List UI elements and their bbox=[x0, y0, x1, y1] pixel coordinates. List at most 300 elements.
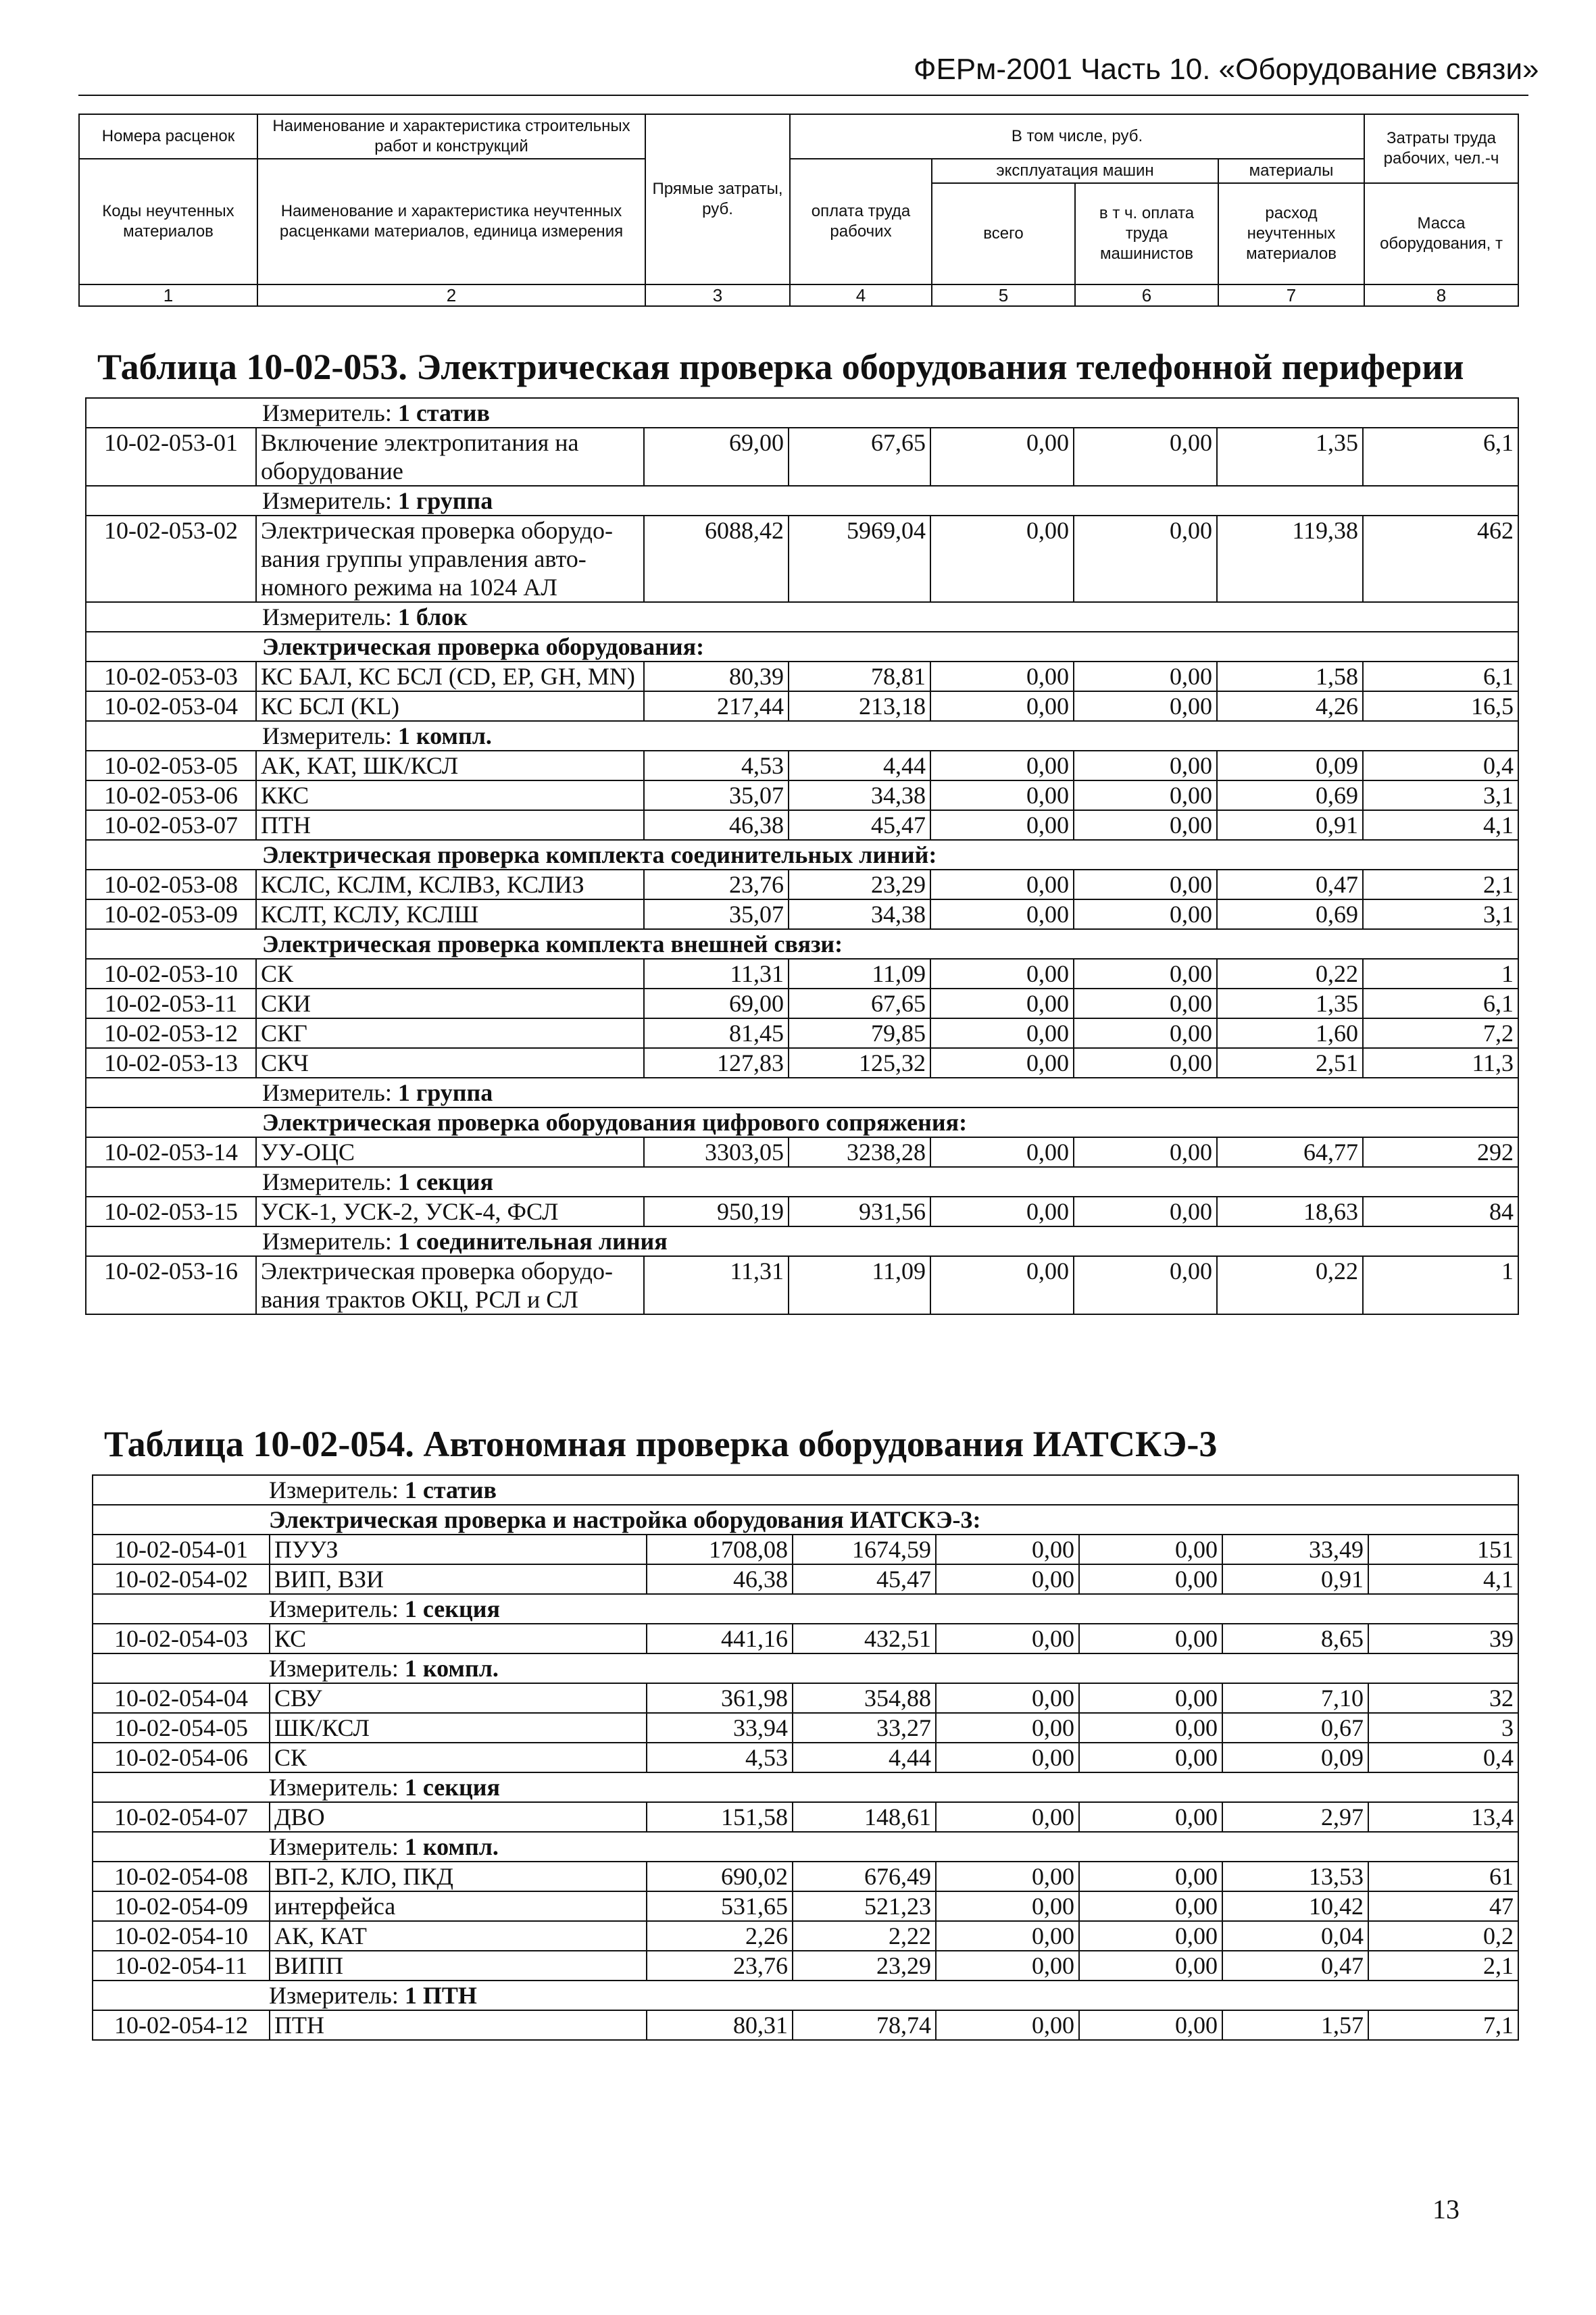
value-cell: 0,09 bbox=[1217, 751, 1363, 780]
value-cell: 0,00 bbox=[930, 516, 1074, 602]
value-cell: 81,45 bbox=[644, 1018, 789, 1048]
incl-header: В том числе, руб. bbox=[790, 114, 1364, 159]
value-cell: 4,53 bbox=[644, 751, 789, 780]
value-cell: 0,00 bbox=[936, 1921, 1079, 1951]
work-name: ДВО bbox=[270, 1802, 647, 1832]
col3-header: Прямые затраты, руб. bbox=[645, 114, 790, 284]
value-cell: 0,00 bbox=[1074, 516, 1217, 602]
value-cell: 3303,05 bbox=[644, 1137, 789, 1167]
value-cell: 10,42 bbox=[1222, 1891, 1368, 1921]
work-name: АК, КАТ bbox=[270, 1921, 647, 1951]
unit-prefix: Измеритель: bbox=[269, 1833, 405, 1860]
unit-value: 1 секция bbox=[397, 1168, 493, 1195]
value-cell: 0,00 bbox=[930, 1018, 1074, 1048]
work-name: УУ-ОЦС bbox=[256, 1137, 644, 1167]
value-cell: 1,60 bbox=[1217, 1018, 1363, 1048]
unit-value: 1 компл. bbox=[397, 722, 492, 749]
group-row bbox=[86, 929, 1518, 959]
value-cell: 23,29 bbox=[789, 870, 930, 899]
value-cell: 4,44 bbox=[789, 751, 930, 780]
table-053 bbox=[85, 397, 1519, 1315]
value-cell: 0,00 bbox=[930, 810, 1074, 840]
col8-bottom-header: Масса оборудования, т bbox=[1364, 183, 1518, 284]
materials-header: материалы bbox=[1218, 159, 1364, 183]
unit-cell bbox=[86, 1226, 1518, 1256]
work-name: СК bbox=[256, 959, 644, 989]
value-cell: 84 bbox=[1363, 1197, 1518, 1226]
value-cell: 11,09 bbox=[789, 1256, 930, 1314]
unit-value: 1 секция bbox=[404, 1774, 500, 1801]
table-row bbox=[86, 959, 1518, 989]
work-name: ВИП, ВЗИ bbox=[270, 1564, 647, 1594]
value-cell: 61 bbox=[1368, 1862, 1518, 1891]
table-row bbox=[86, 1256, 1518, 1314]
unit-value: 1 статив bbox=[404, 1476, 497, 1503]
work-name: интерфейса bbox=[270, 1891, 647, 1921]
value-cell: 46,38 bbox=[647, 1564, 793, 1594]
value-cell: 64,77 bbox=[1217, 1137, 1363, 1167]
value-cell: 0,00 bbox=[930, 870, 1074, 899]
unit-value: 1 группа bbox=[397, 1079, 493, 1106]
table-row bbox=[86, 989, 1518, 1018]
unit-row bbox=[86, 721, 1518, 751]
rate-code: 10-02-053-09 bbox=[86, 899, 256, 929]
value-cell: 11,3 bbox=[1363, 1048, 1518, 1078]
column-number-cell: 5 bbox=[932, 284, 1075, 306]
group-row bbox=[86, 632, 1518, 662]
value-cell: 32 bbox=[1368, 1683, 1518, 1713]
value-cell: 33,27 bbox=[793, 1713, 936, 1743]
column-number-cell: 6 bbox=[1075, 284, 1218, 306]
unit-value: 1 соединительная линия bbox=[397, 1228, 668, 1255]
value-cell: 0,00 bbox=[936, 1891, 1079, 1921]
work-name: КС БАЛ, КС БСЛ (CD, EP, GH, MN) bbox=[256, 662, 644, 691]
value-cell: 0,00 bbox=[1074, 662, 1217, 691]
work-name: ВИПП bbox=[270, 1951, 647, 1981]
value-cell: 0,00 bbox=[930, 1048, 1074, 1078]
value-cell: 1,35 bbox=[1217, 428, 1363, 486]
value-cell: 0,00 bbox=[936, 1683, 1079, 1713]
rate-code: 10-02-054-12 bbox=[93, 2010, 270, 2040]
value-cell: 47 bbox=[1368, 1891, 1518, 1921]
column-number-cell: 4 bbox=[790, 284, 932, 306]
work-name: СКИ bbox=[256, 989, 644, 1018]
group-heading: Электрическая проверка оборудования цифрового сопряжения: bbox=[86, 1107, 1518, 1137]
rate-code: 10-02-053-16 bbox=[86, 1256, 256, 1314]
work-name: КС БСЛ (KL) bbox=[256, 691, 644, 721]
value-cell: 0,00 bbox=[930, 780, 1074, 810]
value-cell: 78,74 bbox=[793, 2010, 936, 2040]
value-cell: 0,00 bbox=[930, 1256, 1074, 1314]
value-cell: 432,51 bbox=[793, 1624, 936, 1653]
value-cell: 0,00 bbox=[1074, 810, 1217, 840]
value-cell: 16,5 bbox=[1363, 691, 1518, 721]
machines-header: эксплуатация машин bbox=[932, 159, 1218, 183]
value-cell: 80,31 bbox=[647, 2010, 793, 2040]
table-row bbox=[86, 780, 1518, 810]
value-cell: 79,85 bbox=[789, 1018, 930, 1048]
unit-row bbox=[86, 1226, 1518, 1256]
value-cell: 0,00 bbox=[936, 1802, 1079, 1832]
table-row bbox=[93, 1713, 1518, 1743]
work-name: Включение электропитания на оборудование bbox=[256, 428, 644, 486]
unit-value: 1 статив bbox=[397, 399, 490, 426]
page-number: 13 bbox=[1432, 2194, 1460, 2224]
work-name: Электрическая проверка оборудо-вания трактов ОКЦ, РСЛ и СЛ bbox=[256, 1256, 644, 1314]
value-cell: 292 bbox=[1363, 1137, 1518, 1167]
table-row bbox=[93, 1802, 1518, 1832]
value-cell: 0,00 bbox=[930, 751, 1074, 780]
value-cell: 3 bbox=[1368, 1713, 1518, 1743]
value-cell: 0,00 bbox=[1074, 780, 1217, 810]
value-cell: 0,00 bbox=[1079, 1802, 1222, 1832]
unit-cell bbox=[93, 1832, 1518, 1862]
value-cell: 5969,04 bbox=[789, 516, 930, 602]
unit-cell bbox=[93, 1594, 1518, 1624]
unit-cell bbox=[86, 398, 1518, 428]
work-name: ПТН bbox=[256, 810, 644, 840]
rate-code: 10-02-054-04 bbox=[93, 1683, 270, 1713]
value-cell: 11,31 bbox=[644, 1256, 789, 1314]
value-cell: 33,49 bbox=[1222, 1535, 1368, 1564]
rate-code: 10-02-054-09 bbox=[93, 1891, 270, 1921]
value-cell: 0,00 bbox=[936, 1535, 1079, 1564]
unit-row bbox=[93, 1594, 1518, 1624]
table-row bbox=[86, 899, 1518, 929]
value-cell: 46,38 bbox=[644, 810, 789, 840]
rate-code: 10-02-054-03 bbox=[93, 1624, 270, 1653]
table-row bbox=[93, 1921, 1518, 1951]
value-cell: 1708,08 bbox=[647, 1535, 793, 1564]
value-cell: 4,1 bbox=[1368, 1564, 1518, 1594]
col1-bottom-header: Коды неучтенных материалов bbox=[79, 159, 257, 284]
value-cell: 0,00 bbox=[1079, 1624, 1222, 1653]
unit-cell bbox=[86, 721, 1518, 751]
unit-value: 1 группа bbox=[397, 487, 493, 514]
value-cell: 3,1 bbox=[1363, 780, 1518, 810]
table-row bbox=[93, 1743, 1518, 1772]
value-cell: 0,69 bbox=[1217, 780, 1363, 810]
value-cell: 34,38 bbox=[789, 780, 930, 810]
header-rule bbox=[78, 95, 1528, 96]
rate-code: 10-02-053-11 bbox=[86, 989, 256, 1018]
value-cell: 0,00 bbox=[936, 1713, 1079, 1743]
work-name: ККС bbox=[256, 780, 644, 810]
value-cell: 1 bbox=[1363, 959, 1518, 989]
value-cell: 0,4 bbox=[1363, 751, 1518, 780]
value-cell: 23,76 bbox=[647, 1951, 793, 1981]
table-row bbox=[93, 1683, 1518, 1713]
value-cell: 690,02 bbox=[647, 1862, 793, 1891]
value-cell: 0,2 bbox=[1368, 1921, 1518, 1951]
rate-code: 10-02-053-12 bbox=[86, 1018, 256, 1048]
unit-row bbox=[86, 602, 1518, 632]
rate-code: 10-02-053-01 bbox=[86, 428, 256, 486]
rate-code: 10-02-054-02 bbox=[93, 1564, 270, 1594]
value-cell: 0,00 bbox=[936, 1862, 1079, 1891]
unit-value: 1 блок bbox=[397, 603, 468, 630]
value-cell: 13,4 bbox=[1368, 1802, 1518, 1832]
value-cell: 3,1 bbox=[1363, 899, 1518, 929]
value-cell: 1,58 bbox=[1217, 662, 1363, 691]
rate-code: 10-02-054-07 bbox=[93, 1802, 270, 1832]
value-cell: 6088,42 bbox=[644, 516, 789, 602]
value-cell: 0,00 bbox=[930, 959, 1074, 989]
col1-top-header: Номера расценок bbox=[79, 114, 257, 159]
work-name: СК bbox=[270, 1743, 647, 1772]
unit-prefix: Измеритель: bbox=[269, 1476, 405, 1503]
value-cell: 950,19 bbox=[644, 1197, 789, 1226]
value-cell: 0,00 bbox=[930, 428, 1074, 486]
work-name: ПТН bbox=[270, 2010, 647, 2040]
rate-code: 10-02-053-06 bbox=[86, 780, 256, 810]
work-name: КСЛС, КСЛМ, КСЛВЗ, КСЛИЗ bbox=[256, 870, 644, 899]
rate-code: 10-02-053-03 bbox=[86, 662, 256, 691]
table-row bbox=[86, 751, 1518, 780]
value-cell: 13,53 bbox=[1222, 1862, 1368, 1891]
value-cell: 354,88 bbox=[793, 1683, 936, 1713]
value-cell: 2,22 bbox=[793, 1921, 936, 1951]
value-cell: 0,00 bbox=[930, 1197, 1074, 1226]
rate-code: 10-02-054-01 bbox=[93, 1535, 270, 1564]
table-row bbox=[93, 1862, 1518, 1891]
value-cell: 0,00 bbox=[936, 1564, 1079, 1594]
table-row bbox=[86, 662, 1518, 691]
value-cell: 125,32 bbox=[789, 1048, 930, 1078]
value-cell: 2,51 bbox=[1217, 1048, 1363, 1078]
value-cell: 0,00 bbox=[1079, 1921, 1222, 1951]
value-cell: 78,81 bbox=[789, 662, 930, 691]
column-number-cell: 8 bbox=[1364, 284, 1518, 306]
value-cell: 39 bbox=[1368, 1624, 1518, 1653]
value-cell: 23,76 bbox=[644, 870, 789, 899]
value-cell: 0,00 bbox=[1074, 870, 1217, 899]
value-cell: 2,1 bbox=[1368, 1951, 1518, 1981]
value-cell: 4,1 bbox=[1363, 810, 1518, 840]
table-row bbox=[86, 691, 1518, 721]
value-cell: 69,00 bbox=[644, 428, 789, 486]
value-cell: 6,1 bbox=[1363, 662, 1518, 691]
value-cell: 1,35 bbox=[1217, 989, 1363, 1018]
value-cell: 7,1 bbox=[1368, 2010, 1518, 2040]
unit-prefix: Измеритель: bbox=[269, 1774, 405, 1801]
work-name: ПУУЗ bbox=[270, 1535, 647, 1564]
machinists-header: в т ч. оплата труда машинистов bbox=[1075, 183, 1218, 284]
value-cell: 0,00 bbox=[1079, 1713, 1222, 1743]
materials-sub-header: расход неучтенных материалов bbox=[1218, 183, 1364, 284]
value-cell: 69,00 bbox=[644, 989, 789, 1018]
work-name: ВП-2, КЛО, ПКД bbox=[270, 1862, 647, 1891]
value-cell: 0,09 bbox=[1222, 1743, 1368, 1772]
table-row bbox=[86, 870, 1518, 899]
rate-code: 10-02-053-15 bbox=[86, 1197, 256, 1226]
unit-prefix: Измеритель: bbox=[262, 603, 398, 630]
rate-code: 10-02-053-10 bbox=[86, 959, 256, 989]
table-054 bbox=[92, 1474, 1519, 2041]
table-053-section bbox=[85, 346, 1519, 1315]
work-name: КС bbox=[270, 1624, 647, 1653]
page-header: ФЕРм-2001 Часть 10. «Оборудование связи» bbox=[914, 53, 1539, 86]
value-cell: 0,00 bbox=[1079, 1862, 1222, 1891]
unit-cell bbox=[86, 1167, 1518, 1197]
table-row bbox=[86, 1048, 1518, 1078]
value-cell: 6,1 bbox=[1363, 989, 1518, 1018]
work-name: УСК-1, УСК-2, УСК-4, ФСЛ bbox=[256, 1197, 644, 1226]
value-cell: 119,38 bbox=[1217, 516, 1363, 602]
unit-row bbox=[93, 1772, 1518, 1802]
table-row bbox=[86, 1137, 1518, 1167]
value-cell: 11,09 bbox=[789, 959, 930, 989]
value-cell: 4,44 bbox=[793, 1743, 936, 1772]
value-cell: 0,69 bbox=[1217, 899, 1363, 929]
group-heading: Электрическая проверка и настройка оборудования ИАТСКЭ-3: bbox=[93, 1505, 1518, 1535]
rate-code: 10-02-054-10 bbox=[93, 1921, 270, 1951]
table-row bbox=[93, 1891, 1518, 1921]
group-row bbox=[86, 840, 1518, 870]
value-cell: 2,1 bbox=[1363, 870, 1518, 899]
value-cell: 0,00 bbox=[1074, 1197, 1217, 1226]
value-cell: 0,00 bbox=[930, 662, 1074, 691]
value-cell: 0,00 bbox=[1079, 1564, 1222, 1594]
value-cell: 0,00 bbox=[930, 899, 1074, 929]
rate-code: 10-02-053-08 bbox=[86, 870, 256, 899]
unit-cell bbox=[86, 1078, 1518, 1107]
value-cell: 0,00 bbox=[1074, 691, 1217, 721]
unit-row bbox=[93, 1475, 1518, 1505]
value-cell: 0,00 bbox=[936, 1624, 1079, 1653]
rate-code: 10-02-054-08 bbox=[93, 1862, 270, 1891]
unit-row bbox=[86, 486, 1518, 516]
value-cell: 151,58 bbox=[647, 1802, 793, 1832]
work-name: ШК/КСЛ bbox=[270, 1713, 647, 1743]
table-row bbox=[93, 1951, 1518, 1981]
value-cell: 8,65 bbox=[1222, 1624, 1368, 1653]
value-cell: 361,98 bbox=[647, 1683, 793, 1713]
table-row bbox=[86, 1018, 1518, 1048]
value-cell: 0,00 bbox=[1074, 989, 1217, 1018]
value-cell: 0,00 bbox=[1079, 1535, 1222, 1564]
col2-top-header: Наименование и характеристика строительных работ и конструкций bbox=[257, 114, 645, 159]
value-cell: 34,38 bbox=[789, 899, 930, 929]
value-cell: 1674,59 bbox=[793, 1535, 936, 1564]
unit-row bbox=[86, 398, 1518, 428]
unit-cell bbox=[93, 1981, 1518, 2010]
value-cell: 0,00 bbox=[930, 691, 1074, 721]
table-054-title: Таблица 10-02-054. Автономная проверка оборудования ИАТСКЭ-3 bbox=[104, 1424, 1218, 1464]
unit-cell bbox=[93, 1475, 1518, 1505]
unit-prefix: Измеритель: bbox=[262, 1228, 398, 1255]
value-cell: 151 bbox=[1368, 1535, 1518, 1564]
table-row bbox=[86, 1197, 1518, 1226]
work-name: АК, КАТ, ШК/КСЛ bbox=[256, 751, 644, 780]
value-cell: 23,29 bbox=[793, 1951, 936, 1981]
value-cell: 676,49 bbox=[793, 1862, 936, 1891]
value-cell: 18,63 bbox=[1217, 1197, 1363, 1226]
value-cell: 0,00 bbox=[1074, 751, 1217, 780]
column-number-cell: 2 bbox=[257, 284, 645, 306]
group-heading: Электрическая проверка комплекта соединительных линий: bbox=[86, 840, 1518, 870]
unit-prefix: Измеритель: bbox=[262, 722, 398, 749]
value-cell: 0,04 bbox=[1222, 1921, 1368, 1951]
unit-prefix: Измеритель: bbox=[269, 1982, 405, 2009]
value-cell: 213,18 bbox=[789, 691, 930, 721]
value-cell: 0,00 bbox=[1074, 959, 1217, 989]
value-cell: 441,16 bbox=[647, 1624, 793, 1653]
column-number-cell: 3 bbox=[645, 284, 790, 306]
value-cell: 0,22 bbox=[1217, 1256, 1363, 1314]
unit-value: 1 компл. bbox=[404, 1833, 499, 1860]
work-name: Электрическая проверка оборудо-вания группы управления авто-номного режима на 1024 АЛ bbox=[256, 516, 644, 602]
table-054-section bbox=[92, 1423, 1519, 2041]
value-cell: 0,00 bbox=[1079, 1951, 1222, 1981]
table-row bbox=[86, 428, 1518, 486]
value-cell: 0,91 bbox=[1222, 1564, 1368, 1594]
unit-value: 1 ПТН bbox=[404, 1982, 477, 2009]
value-cell: 148,61 bbox=[793, 1802, 936, 1832]
value-cell: 0,91 bbox=[1217, 810, 1363, 840]
value-cell: 0,00 bbox=[1074, 1018, 1217, 1048]
value-cell: 931,56 bbox=[789, 1197, 930, 1226]
unit-row bbox=[93, 1653, 1518, 1683]
value-cell: 0,00 bbox=[1074, 428, 1217, 486]
value-cell: 0,47 bbox=[1217, 870, 1363, 899]
value-cell: 0,47 bbox=[1222, 1951, 1368, 1981]
rate-code: 10-02-053-07 bbox=[86, 810, 256, 840]
unit-value: 1 секция bbox=[404, 1595, 500, 1622]
unit-value: 1 компл. bbox=[404, 1655, 499, 1682]
table-row bbox=[86, 516, 1518, 602]
value-cell: 0,00 bbox=[1079, 2010, 1222, 2040]
group-heading: Электрическая проверка оборудования: bbox=[86, 632, 1518, 662]
value-cell: 1 bbox=[1363, 1256, 1518, 1314]
rate-code: 10-02-054-11 bbox=[93, 1951, 270, 1981]
table-row bbox=[93, 2010, 1518, 2040]
unit-row bbox=[93, 1832, 1518, 1862]
unit-prefix: Измеритель: bbox=[269, 1595, 405, 1622]
column-number-cell: 7 bbox=[1218, 284, 1364, 306]
table-053-title: Таблица 10-02-053. Электрическая проверка оборудования телефонной периферии bbox=[97, 347, 1464, 387]
group-heading: Электрическая проверка комплекта внешней связи: bbox=[86, 929, 1518, 959]
rate-code: 10-02-053-04 bbox=[86, 691, 256, 721]
value-cell: 0,22 bbox=[1217, 959, 1363, 989]
value-cell: 7,2 bbox=[1363, 1018, 1518, 1048]
value-cell: 7,10 bbox=[1222, 1683, 1368, 1713]
unit-row bbox=[86, 1167, 1518, 1197]
unit-cell bbox=[93, 1653, 1518, 1683]
unit-cell bbox=[86, 486, 1518, 516]
value-cell: 4,53 bbox=[647, 1743, 793, 1772]
value-cell: 45,47 bbox=[793, 1564, 936, 1594]
value-cell: 0,00 bbox=[1079, 1683, 1222, 1713]
value-cell: 0,00 bbox=[930, 989, 1074, 1018]
unit-cell bbox=[86, 602, 1518, 632]
machines-total-header: всего bbox=[932, 183, 1075, 284]
work-name: СКЧ bbox=[256, 1048, 644, 1078]
rate-code: 10-02-054-05 bbox=[93, 1713, 270, 1743]
value-cell: 33,94 bbox=[647, 1713, 793, 1743]
value-cell: 0,00 bbox=[1074, 899, 1217, 929]
unit-prefix: Измеритель: bbox=[269, 1655, 405, 1682]
value-cell: 2,26 bbox=[647, 1921, 793, 1951]
unit-row bbox=[93, 1981, 1518, 2010]
group-row bbox=[86, 1107, 1518, 1137]
value-cell: 0,00 bbox=[1079, 1891, 1222, 1921]
value-cell: 1,57 bbox=[1222, 2010, 1368, 2040]
rate-code: 10-02-053-14 bbox=[86, 1137, 256, 1167]
unit-cell bbox=[93, 1772, 1518, 1802]
value-cell: 0,00 bbox=[936, 2010, 1079, 2040]
value-cell: 0,67 bbox=[1222, 1713, 1368, 1743]
